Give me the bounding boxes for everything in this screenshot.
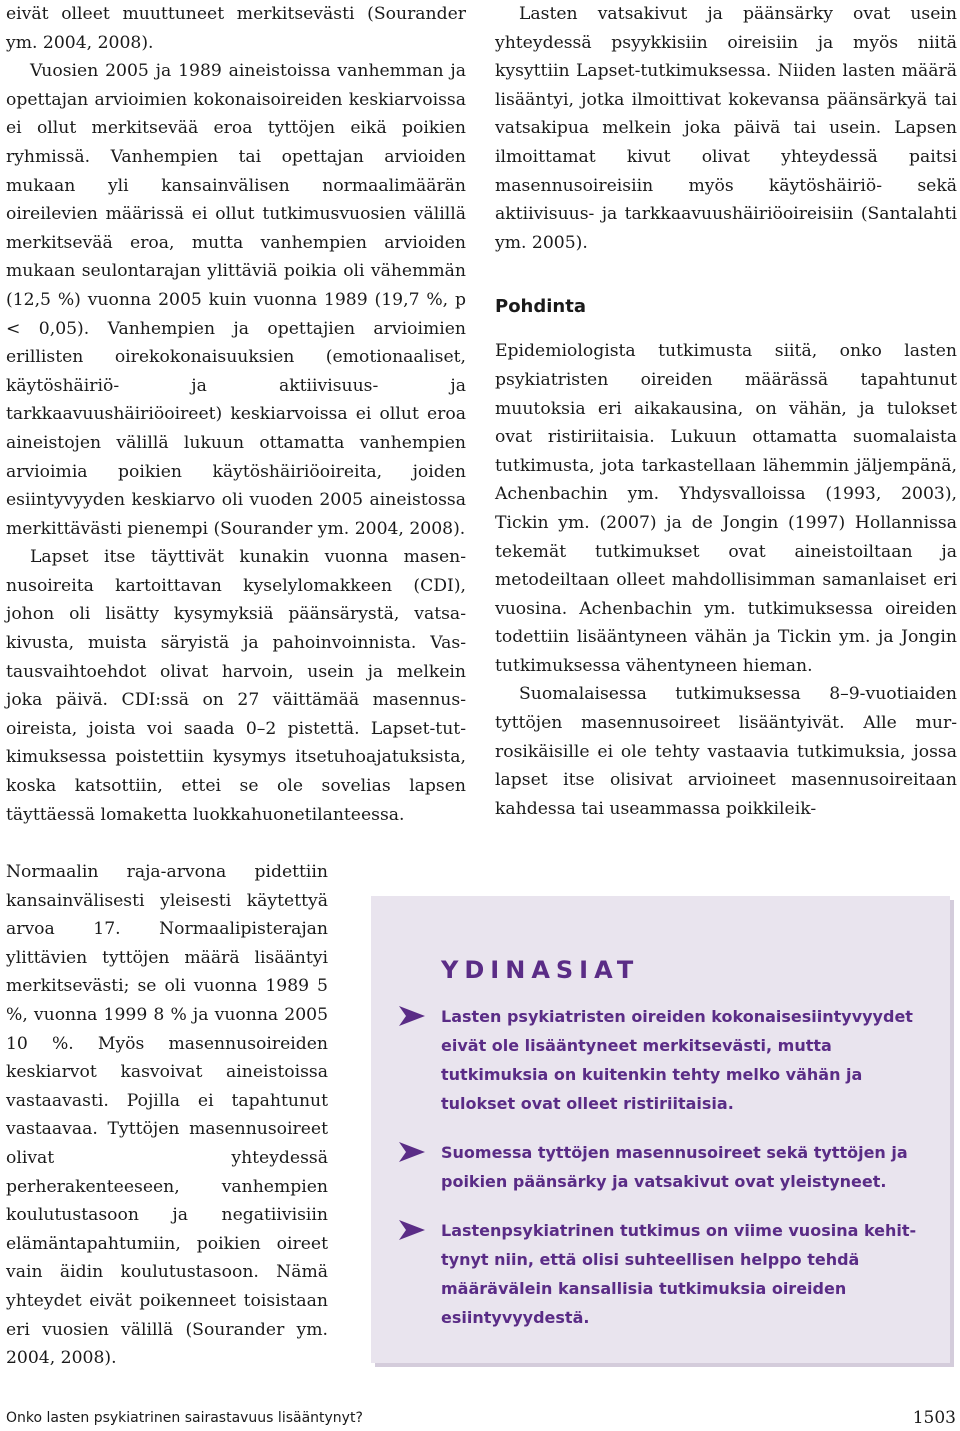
arrowhead-icon [399,1138,441,1196]
key-points-content [399,956,922,1352]
running-title: Onko lasten psykiatrinen sairastavuus lisääntynyt? [6,1410,363,1426]
body-paragraph: Vuosien 2005 ja 1989 aineistoissa vanhemman ja opettajan arvioimien kokonaisoireiden keskiarvoissa ei ollut merkitsevää eroa tyttöjen eikä poikien ryhmissä. Vanhempien tai opettajan arvioiden mukaan yli kansainvälisen normaalimäärän oireilevien määrissä ei ollut tutkimusvuosien välillä merkitsevää eroa, mutta vanhempien arvioiden mukaan seulontarajan ylittäviä poikia oli vähemmän (12,5 %) vuonna 2005 kuin vuonna 1989 (19,7 %, p < 0,05). Vanhempien ja opettajien arvioimien erillisten oirekokonaisuuksien (emotionaaliset, käytöshäiriö- ja aktiivisuus- ja tarkkaavuushäiriöoireet) keskiarvoissa ei ollut eroa aineistojen välillä lukuun ottamatta vanhempien arvioimia poikien käytöshäiriöoireita, joiden esiintyvyyden keskiarvo oli vuoden 2005 aineistossa merkittävästi pienempi (Sourander ym. 2004, 2008). [6,61,466,539]
key-points-title: YDINASIAT [441,956,640,984]
body-paragraph: Lasten vatsakivut ja päänsärky ovat usein yhteydessä psyykkisiin oireisiin ja myös niitä kysyttiin Lapset-tutkimuksessa. Niiden lasten määrä lisääntyi, jotka ilmoittivat kokevansa päänsärkyä tai vatsakipua melkein joka päivä tai usein. Lapsen ilmoittamat kivut olivat yhteydessä paitsi masennusoireisiin myös käytöshäiriö- sekä aktiivisuus- ja tarkkaavuushäiriöoireisiin (Santalahti ym. 2005). [495,4,957,253]
right-column [495,0,957,823]
body-paragraph: Lapset itse täyttivät kunakin vuonna masennusoireita kartoittavan kyselylomakkeen (CDI), johon oli lisätty kysymyksiä päänsärystä, vatsakivusta, muista säryistä ja pahoinvoinnista. Vastausvaihtoehdot olivat harvoin, usein ja melkein joka päivä. CDI:ssä on 27 väittämää masennusoireista, joista voi saada 0–2 pistettä. Lapset-tutkimuksessa poistettiin kysymys itsetuhoajatuksista, koska katsottiin, ettei se ole sovelias lapsen täyttäessä lomaketta luokkahuonetilanteessa. [6,547,466,825]
page-number: 1503 [912,1408,956,1428]
key-point [399,1138,922,1196]
body-paragraph: Normaalin raja-arvona pidettiin kansainvälisesti yleisesti käytettyä arvoa 17. Normaalipisterajan ylittävien tyttöjen määrä lisääntyi merkitsevästi; se oli vuonna 1989 5 %, vuonna 1999 8 % ja vuonna 2005 10 %. Myös masennusoireiden keskiarvot kasvoivat aineistoissa vastaavasti. Pojilla ei tapahtunut vastaavaa. Tyttöjen masennusoireet olivat yhteydessä perherakenteeseen, vanhempien koulutustasoon ja negatiivisiin elämäntapahtumiin, poikien oireet vain äidin koulutustasoon. Nämä yhteydet eivät poikenneet toisistaan eri vuosien välillä (Sourander ym. 2004, 2008). [6,862,328,1369]
key-point-text: Lastenpsykiatrinen tutkimus on viime vuosina kehittynyt niin, että olisi suhteellisen helppo tehdä määrävälein kansallisia tutkimuksia oireiden esiintyvyydestä. [441,1221,917,1327]
left-column-lower [6,858,328,1373]
section-heading: Pohdinta [495,296,586,318]
arrowhead-icon [399,1002,441,1118]
key-point-text: Lasten psykiatristen oireiden kokonaisesiintyvyydet eivät ole lisääntyneet merkitsevästi, mutta tutkimuksia on kuitenkin tehty melko vähän ja tulokset ovat olleet ristiriitaisia. [441,1007,913,1113]
key-point-text: Suomessa tyttöjen masennusoireet sekä tyttöjen ja poikien päänsärky ja vatsakivut ovat yleistyneet. [441,1143,908,1191]
body-paragraph: Suomalaisessa tutkimuksessa 8–9-vuotiaiden tyttöjen masennusoireet lisääntyivät. Alle murrosikäisille ei ole tehty vastaavia tutkimuksia, jossa lapset itse olisivat arvioineet masennusoireitaan kahdessa tai useammassa poikkileik- [495,684,957,819]
key-point [399,1002,922,1118]
key-point [399,1216,922,1332]
key-points-box [371,896,950,1363]
body-paragraph: eivät olleet muuttuneet merkitsevästi (Sourander ym. 2004, 2008). [6,4,466,53]
body-paragraph: Epidemiologista tutkimusta siitä, onko lasten psykiatristen oireiden määrässä tapahtunut muutoksia eri aikakausina, on vähän, ja tulokset ovat ristiriitaisia. Lukuun ottamatta suomalaista tutkimusta, jota tarkastellaan lähemmin jäljempänä, Achenbachin ym. Yhdysvalloissa (1993, 2003), Tickin ym. (2007) ja de Jongin (1997) Hollannissa tekemät tutkimukset ovat aineistoiltaan ja metodeiltaan olleet mahdollisimman samanlaiset eri vuosina. Achenbachin ym. tutkimuksessa oireiden todettiin lisääntyneen vähän ja Tickin ym. ja Jongin tutkimuksessa vähentyneen hieman. [495,341,957,676]
left-column [6,0,466,829]
arrowhead-icon [399,1216,441,1332]
